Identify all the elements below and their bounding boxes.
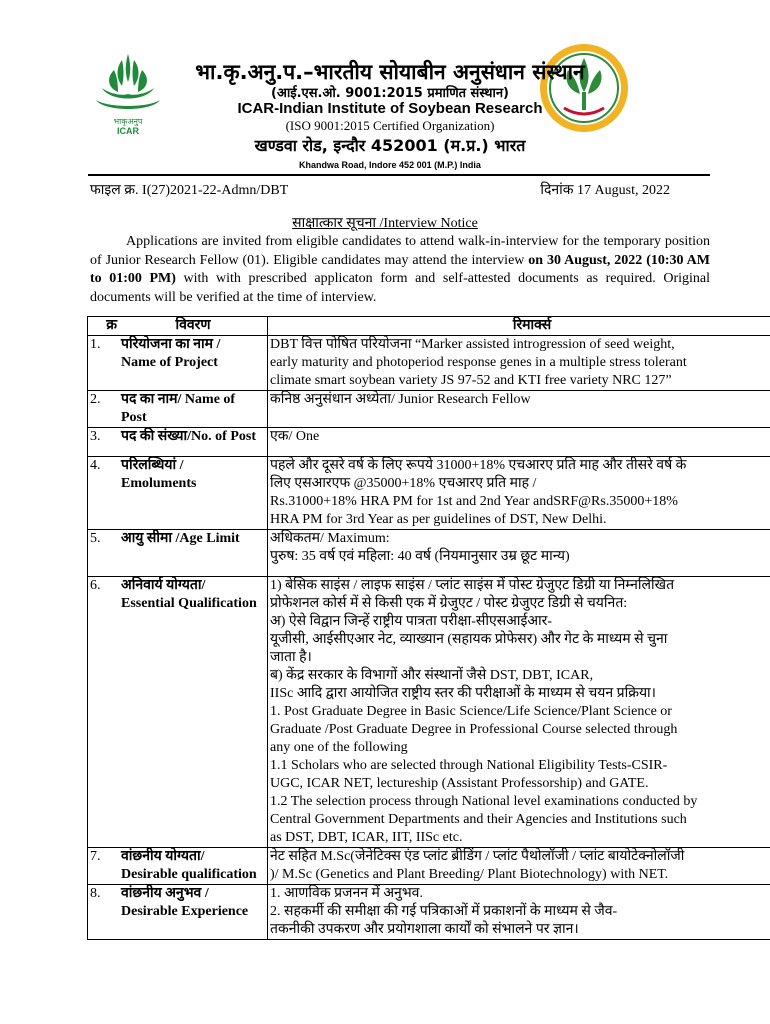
svg-text:ICAR: ICAR [117, 126, 139, 136]
table-row [88, 530, 770, 577]
file-number: फाइल क्र. I(27)2021-22-Admn/DBT [90, 183, 289, 198]
row-number: 6. [88, 577, 120, 848]
row-label: पद की संख्या/No. of Post [119, 428, 268, 457]
iso-hindi: (आई.एस.ओ. 9001:2015 प्रमाणित संस्थान) [271, 86, 509, 101]
row-remarks: एक/ One [268, 428, 770, 457]
notice-title: साक्षात्कार सूचना /Interview Notice [292, 216, 478, 231]
address-english: Khandwa Road, Indore 452 001 (M.P.) India [299, 160, 481, 170]
row-label: परियोजना का नाम / Name of Project [119, 336, 268, 391]
row-remarks: पहले और दूसरे वर्ष के लिए रूपये 31000+18% एचआरए प्रति माह और तीसरे वर्ष के लिए एसआरएफ @35000+18% एचआरए प्रति माह / Rs.31000+18% HRA PM for 1st and 2nd Year andSRF@Rs.35000+18% HRA PM for 3rd Year as per guidelines of DST, New Delhi. [268, 457, 770, 530]
address-hindi: खण्डवा रोड, इन्दौर 452001 (म.प्र.) भारत [254, 136, 526, 155]
row-number: 4. [88, 457, 120, 530]
icar-logo-text: भाकृअनुप [113, 117, 143, 126]
institute-hindi-name: भा.कृ.अनु.प.–भारतीय सोयाबीन अनुसंधान संस्थान [195, 60, 585, 84]
table-row [88, 457, 770, 530]
row-label: आयु सीमा /Age Limit [119, 530, 268, 577]
header-divider [88, 174, 710, 176]
row-label: अनिवार्य योग्यता/ Essential Qualification [119, 577, 268, 848]
row-label: वांछनीय अनुभव / Desirable Experience [119, 885, 268, 940]
row-remarks: नेट सहित M.Sc(जेनेटिक्स एंड प्लांट ब्रीडिंग / प्लांट पैथोलॉजी / प्लांट बायोटेक्नोलॉजी )/ M.Sc (Genetics and Plant Breeding/ Plant Biotechnology) with NET. [268, 848, 770, 885]
iso-english: (ISO 9001:2015 Certified Organization) [285, 118, 495, 133]
table-row [88, 577, 770, 848]
row-remarks: 1. आणविक प्रजनन में अनुभव. 2. सहकर्मी की समीक्षा की गई पत्रिकाओं में प्रकाशनों के माध्यम से जैव- तकनीकी उपकरण और प्रयोगशाला कार्यों को संभालने पर ज्ञान। [268, 885, 770, 940]
row-number: 3. [88, 428, 120, 457]
row-label: वांछनीय योग्यता/ Desirable qualification [119, 848, 268, 885]
table-row [88, 336, 770, 391]
row-number: 8. [88, 885, 120, 940]
row-remarks: अधिकतम/ Maximum: पुरुष: 35 वर्ष एवं महिला: 40 वर्ष (नियमानुसार उम्र छूट मान्य) [268, 530, 770, 577]
header-serial: क्र [88, 317, 120, 336]
table-row [88, 848, 770, 885]
table-header-row [88, 317, 770, 336]
institute-english-name: ICAR-Indian Institute of Soybean Research [237, 100, 543, 117]
table-row [88, 391, 770, 428]
row-number: 5. [88, 530, 120, 577]
row-label: परिलब्धियां / Emoluments [119, 457, 268, 530]
row-number: 7. [88, 848, 120, 885]
notice-date: दिनांक 17 August, 2022 [540, 183, 670, 198]
table-row [88, 885, 770, 940]
row-number: 1. [88, 336, 120, 391]
header-remarks: रिमार्क्स [268, 317, 770, 336]
icar-logo [92, 48, 164, 138]
row-label: पद का नाम/ Name of Post [119, 391, 268, 428]
row-number: 2. [88, 391, 120, 428]
notice-paragraph: Applications are invited from eligible candidates to attend walk-in-interview for the temporary position of Junior Research Fellow (01). Eligible candidates may attend the interview on 30 August, 2022 (10:30 AM to 01:00 PM) with with prescribed applicaton form and self-attested documents as required. Original documents will be verified at the time of interview. [90, 234, 710, 305]
interview-date: on 30 August, 2022 (10:30 AM to 01:00 PM) [90, 252, 710, 286]
header-particulars: विवरण [119, 317, 268, 336]
row-remarks: DBT वित्त पोषित परियोजना “Marker assisted introgression of seed weight, early maturity and photoperiod response genes in a multiple stress tolerant climate smart soybean variety JS 97-52 and KTI free variety NRC 127” [268, 336, 770, 391]
row-remarks: कनिष्ठ अनुसंधान अध्येता/ Junior Research Fellow [268, 391, 770, 428]
table-row [88, 428, 770, 457]
details-table-wrapper [87, 316, 770, 1022]
row-remarks: 1) बेसिक साइंस / लाइफ साइंस / प्लांट साइंस में पोस्ट ग्रेजुएट डिग्री या निम्नलिखित प्रोफेशनल कोर्स में से किसी एक में ग्रेजुएट / पोस्ट ग्रेजुएट डिग्री से चयनित: अ) ऐसे विद्वान जिन्हें राष्ट्रीय पात्रता परीक्षा-सीएसआईआर- यूजीसी, आईसीएआर नेट, व्याख्यान (सहायक प्रोफेसर) और गेट के माध्यम से चुना जाता है। ब) केंद्र सरकार के विभागों और संस्थानों जैसे DST, DBT, ICAR, IISc आदि द्वारा आयोजित राष्ट्रीय स्तर की परीक्षाओं के माध्यम से चयन प्रक्रिया। 1. Post Graduate Degree in Basic Science/Life Science/Plant Science or Graduate /Post Graduate Degree in Professional Course selected through any one of the following 1.1 Scholars who are selected through National Eligibility Tests-CSIR- UGC, ICAR NET, lectureship (Assistant Professorship) and GATE. 1.2 The selection process through National level examinations conducted by Central Government Departments and their Agencies and Institutions such as DST, DBT, ICAR, IIT, IISc etc. [268, 577, 770, 848]
details-table [87, 316, 770, 940]
